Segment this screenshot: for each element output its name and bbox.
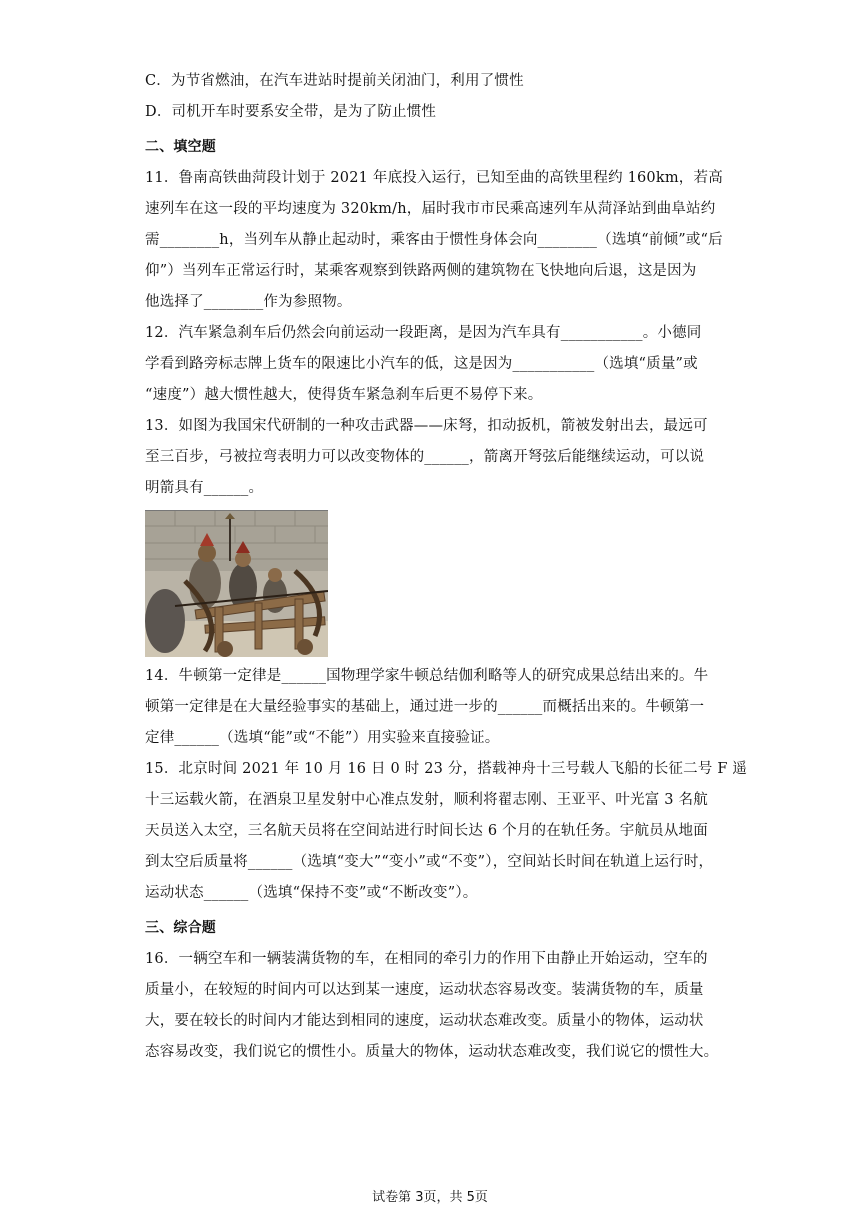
q11-line: 速列车在这一段的平均速度为 320km/h，届时我市市民乘高速列车从菏泽站到曲阜站约 (145, 201, 716, 217)
q12-line: 12．汽车紧急刹车后仍然会向前运动一段距离，是因为汽车具有___________。小德同 (145, 325, 702, 341)
section-comprehensive-title: 三、综合题 (145, 920, 216, 936)
question-15 (145, 754, 748, 909)
option-c (145, 66, 718, 97)
question-12 (145, 318, 718, 411)
question-14 (145, 661, 718, 754)
q15-line: 运动状态______（选填“保持不变”或“不断改变”）。 (145, 885, 478, 901)
option-c-line: C．为节省燃油，在汽车进站时提前关闭油门，利用了惯性 (145, 73, 524, 89)
q16-line: 16．一辆空车和一辆装满货物的车，在相同的牵引力的作用下由静止开始运动，空车的 (145, 951, 708, 967)
page-content (145, 66, 748, 1068)
crossbow-picture (145, 511, 328, 657)
q11-line: 他选择了________作为参照物。 (145, 294, 352, 310)
q16-line: 态容易改变，我们说它的惯性小。质量大的物体，运动状态难改变，我们说它的惯性大。 (145, 1044, 719, 1060)
q16-line: 质量小，在较短的时间内可以达到某一速度，运动状态容易改变。装满货物的车，质量 (145, 982, 704, 998)
section-fill-in-title: 二、填空题 (145, 139, 216, 155)
q11-line: 仰”）当列车正常运行时，某乘客观察到铁路两侧的建筑物在飞快地向后退，这是因为 (145, 263, 697, 279)
q13-line: 13．如图为我国宋代研制的一种攻击武器——床弩，扣动扳机，箭被发射出去，最远可 (145, 418, 708, 434)
q15-line: 到太空后质量将______（选填“变大”“变小”或“不变”），空间站长时间在轨道上运行时， (145, 854, 714, 870)
option-d (145, 97, 718, 128)
question-13 (145, 411, 718, 504)
q15-line: 天员送入太空，三名航天员将在空间站进行时间长达 6 个月的在轨任务。宇航员从地面 (145, 823, 708, 839)
q13-line: 明箭具有______。 (145, 480, 264, 496)
option-d-line: D．司机开车时要系安全带，是为了防止惯性 (145, 104, 437, 120)
q12-line: “速度”）越大惯性越大，使得货车紧急刹车后更不易停下来。 (145, 387, 543, 403)
q13-line: 至三百步，弓被拉弯表明力可以改变物体的______，箭离开弩弦后能继续运动，可以说 (145, 449, 705, 465)
question-16 (145, 944, 718, 1068)
q16-line: 大，要在较长的时间内才能达到相同的速度，运动状态难改变。质量小的物体，运动状 (145, 1013, 704, 1029)
q11-line: 需________h，当列车从静止起动时，乘客由于惯性身体会向________（选填“前倾”或“后 (145, 232, 723, 248)
q12-line: 学看到路旁标志牌上货车的限速比小汽车的低，这是因为___________（选填“质量”或 (145, 356, 698, 372)
q14-line: 定律______（选填“能”或“不能”）用实验来直接验证。 (145, 730, 500, 746)
question-11 (145, 163, 723, 318)
q15-line: 十三运载火箭，在酒泉卫星发射中心准点发射，顺利将翟志刚、王亚平、叶光富 3 名航 (145, 792, 708, 808)
q14-line: 顿第一定律是在大量经验事实的基础上，通过进一步的______而概括出来的。牛顿第一 (145, 699, 705, 715)
page-footer: 试卷第 3页，共 5页 (372, 1190, 488, 1205)
q14-line: 14．牛顿第一定律是______国物理学家牛顿总结伽利略等人的研究成果总结出来的。牛 (145, 668, 709, 684)
q11-line: 11．鲁南高铁曲菏段计划于 2021 年底投入运行，已知至曲的高铁里程约 160km，若高 (145, 170, 723, 186)
q15-line: 15．北京时间 2021 年 10 月 16 日 0 时 23 分，搭载神舟十三号载人飞船的长征二号 F 遥 (145, 761, 748, 777)
crossbow-illustration (145, 510, 328, 657)
